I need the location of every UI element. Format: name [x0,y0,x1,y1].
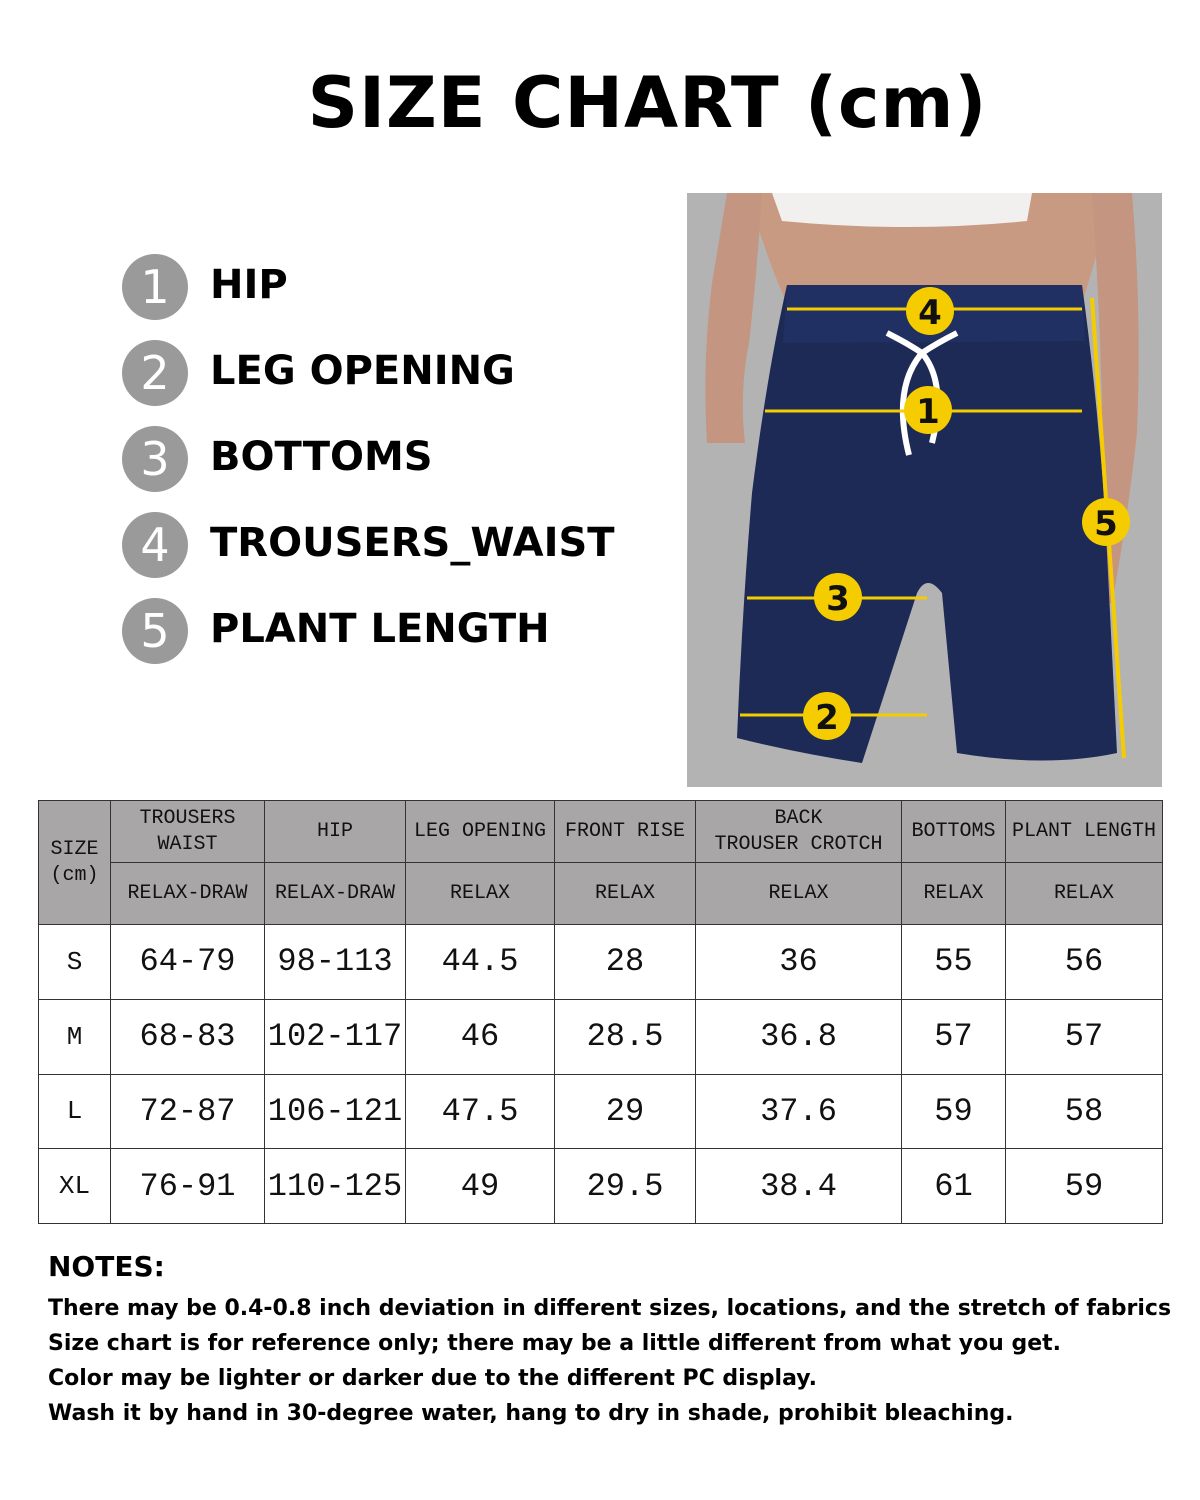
table-cell: 57 [902,999,1006,1074]
table-cell: 102-117 [265,999,406,1074]
column-header-bottoms [902,801,1006,863]
table-cell: 29 [555,1074,696,1149]
table-cell: 46 [406,999,555,1074]
table-cell: 68-83 [111,999,265,1074]
table-cell: 29.5 [555,1149,696,1224]
column-header-line: BOTTOMS [911,819,996,843]
table-row [39,1149,1163,1224]
table-cell: 36.8 [696,999,902,1074]
column-header-line: WAIST [157,832,218,856]
size-header-cell [39,801,111,925]
legend-item-plant-length [122,598,642,664]
legend-label: LEG OPENING [210,348,515,394]
size-table [38,800,1163,1224]
legend-item-hip [122,254,642,320]
marker-2-icon [803,692,851,740]
note-line: There may be 0.4-0.8 inch deviation in different sizes, locations, and the stretch of fabrics [48,1296,1172,1321]
column-subheader: RELAX-DRAW [265,863,406,925]
table-cell: 37.6 [696,1074,902,1149]
table-cell: 76-91 [111,1149,265,1224]
table-cell: 110-125 [265,1149,406,1224]
number-badge-icon: 3 [122,426,188,492]
table-cell: 106-121 [265,1074,406,1149]
marker-1-label: 1 [916,392,940,432]
size-header-line: SIZE [50,837,99,861]
table-cell: 28 [555,925,696,1000]
table-row [39,925,1163,1000]
table-cell: 59 [902,1074,1006,1149]
size-cell: L [39,1074,111,1149]
marker-5-label: 5 [1094,504,1118,544]
table-cell: 98-113 [265,925,406,1000]
table-cell: 56 [1006,925,1163,1000]
column-header-line: HIP [316,819,353,843]
legend-label: TROUSERS_WAIST [210,520,615,566]
legend-label: HIP [210,262,288,308]
marker-3-icon [814,573,862,621]
table-cell: 36 [696,925,902,1000]
table-row [39,999,1163,1074]
table-cell: 57 [1006,999,1163,1074]
table-cell: 49 [406,1149,555,1224]
number-badge-icon: 4 [122,512,188,578]
page-title: SIZE CHART (cm) [307,62,988,144]
column-subheader: RELAX [555,863,696,925]
legend-label: PLANT LENGTH [210,606,550,652]
marker-3-label: 3 [826,579,850,619]
note-line: Color may be lighter or darker due to the different PC display. [48,1366,817,1391]
table-cell: 72-87 [111,1074,265,1149]
column-subheader: RELAX [902,863,1006,925]
marker-4-label: 4 [918,293,942,333]
column-header-line: PLANT LENGTH [1011,819,1157,843]
column-header-front-rise [555,801,696,863]
legend-item-leg-opening [122,340,642,406]
table-cell: 44.5 [406,925,555,1000]
column-subheader: RELAX [406,863,555,925]
legend-item-bottoms [122,426,642,492]
marker-2-label: 2 [815,698,839,738]
marker-4-icon [906,287,954,335]
column-header-line: LEG OPENING [413,819,547,843]
note-line: Wash it by hand in 30-degree water, hang to dry in shade, prohibit bleaching. [48,1401,1014,1426]
column-header-back-trouser-crotch [696,801,902,863]
legend-item-trousers-waist [122,512,642,578]
marker-1-icon [904,386,952,434]
column-header-line: TROUSER CROTCH [714,832,883,856]
marker-5-icon [1082,498,1130,546]
column-subheader: RELAX-DRAW [111,863,265,925]
table-cell: 38.4 [696,1149,902,1224]
column-header-line: BACK [774,806,823,830]
note-line: Size chart is for reference only; there may be a little different from what you get. [48,1331,1062,1356]
product-photo [687,193,1162,787]
table-cell: 55 [902,925,1006,1000]
legend-label: BOTTOMS [210,434,433,480]
size-cell: S [39,925,111,1000]
table-cell: 61 [902,1149,1006,1224]
column-header-plant-length [1006,801,1163,863]
column-header-leg-opening [406,801,555,863]
table-cell: 47.5 [406,1074,555,1149]
table-row [39,1074,1163,1149]
column-header-trousers-waist [111,801,265,863]
size-header-unit: (cm) [50,863,99,887]
size-cell: M [39,999,111,1074]
number-badge-icon: 1 [122,254,188,320]
number-badge-icon: 5 [122,598,188,664]
number-badge-icon: 2 [122,340,188,406]
table-cell: 59 [1006,1149,1163,1224]
column-subheader: RELAX [1006,863,1163,925]
column-header-line: FRONT RISE [564,819,686,843]
table-cell: 64-79 [111,925,265,1000]
notes-title: NOTES: [48,1250,165,1283]
size-cell: XL [39,1149,111,1224]
table-cell: 58 [1006,1074,1163,1149]
column-header-line: TROUSERS [139,806,236,830]
notes-section [48,1250,1171,1431]
column-subheader: RELAX [696,863,902,925]
shorts-illustration [687,193,1162,787]
column-header-hip [265,801,406,863]
table-cell: 28.5 [555,999,696,1074]
